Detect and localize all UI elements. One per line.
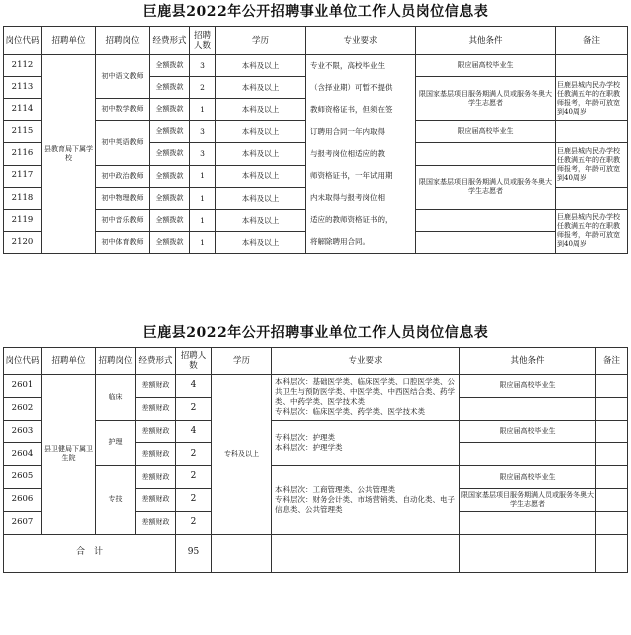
header-num: 招聘人数 xyxy=(176,348,212,375)
cell-num: 2 xyxy=(176,511,212,534)
cell-note: 巨鹿县城内民办学校任教满五年的在职教师报考，年龄可放宽到40周岁 xyxy=(556,77,628,121)
header-code: 岗位代码 xyxy=(4,348,42,375)
cell-degree: 本科及以上 xyxy=(216,143,306,165)
cell-num: 4 xyxy=(176,375,212,398)
cell-note: 巨鹿县城内民办学校任教满五年的在职教师报考，年龄可放宽到40周岁 xyxy=(556,209,628,253)
cell-degree: 本科及以上 xyxy=(216,209,306,231)
cell-fund: 差额财政 xyxy=(136,488,176,511)
cell-condition: 限应届高校毕业生 xyxy=(460,375,596,398)
cell-fund: 差额财政 xyxy=(136,511,176,534)
major-line: 专业不限，高校毕业生 xyxy=(310,61,385,70)
header-degree: 学历 xyxy=(212,348,272,375)
cell-fund: 差额财政 xyxy=(136,420,176,443)
cell-code: 2119 xyxy=(4,209,42,231)
cell-note xyxy=(556,121,628,143)
cell-code: 2117 xyxy=(4,165,42,187)
cell-major-clinical: 本科层次：基础医学类、临床医学类、口腔医学类、公共卫生与预防医学类、中医学类、中西医结合类、药学类、中药学类、医学技术类 专科层次：临床医学类、药学类、医学技术类 xyxy=(272,375,460,421)
table-row xyxy=(4,375,628,398)
cell-note xyxy=(596,488,628,511)
cell-fund: 全额拨款 xyxy=(150,99,190,121)
header-fund: 经费形式 xyxy=(150,27,190,55)
header-unit: 招聘单位 xyxy=(42,27,96,55)
cell-fund: 全额拨款 xyxy=(150,165,190,187)
cell-fund: 差额财政 xyxy=(136,466,176,489)
cell-num: 3 xyxy=(190,143,216,165)
cell-num: 2 xyxy=(176,397,212,420)
cell-post: 初中数学教师 xyxy=(96,99,150,121)
cell-num: 2 xyxy=(176,443,212,466)
cell-post: 初中音乐教师 xyxy=(96,209,150,231)
cell-fund: 全额拨款 xyxy=(150,143,190,165)
cell-condition xyxy=(460,511,596,534)
cell-unit: 县教育局下属学校 xyxy=(42,55,96,254)
cell-num: 4 xyxy=(176,420,212,443)
cell-code: 2113 xyxy=(4,77,42,99)
cell-empty xyxy=(460,534,596,572)
cell-degree: 本科及以上 xyxy=(216,99,306,121)
cell-note xyxy=(556,187,628,209)
major-line: 师资格证书，一年试用期 xyxy=(310,171,393,180)
header-condition: 其他条件 xyxy=(416,27,556,55)
cell-note xyxy=(596,420,628,443)
cell-fund: 全额拨款 xyxy=(150,121,190,143)
cell-code: 2607 xyxy=(4,511,42,534)
cell-post: 初中物理教师 xyxy=(96,187,150,209)
cell-num: 1 xyxy=(190,232,216,254)
cell-condition: 限国家基层项目服务期满人员或服务冬奥大学生志愿者 xyxy=(416,165,556,209)
major-line: 适应的教师资格证书的， xyxy=(310,215,393,224)
cell-code: 2606 xyxy=(4,488,42,511)
cell-num: 1 xyxy=(190,165,216,187)
cell-code: 2603 xyxy=(4,420,42,443)
cell-note xyxy=(596,511,628,534)
cell-code: 2115 xyxy=(4,121,42,143)
header-post: 招聘岗位 xyxy=(96,27,150,55)
cell-fund: 差额财政 xyxy=(136,375,176,398)
cell-fund: 全额拨款 xyxy=(150,232,190,254)
cell-empty xyxy=(212,534,272,572)
cell-fund: 全额拨款 xyxy=(150,77,190,99)
cell-fund: 差额财政 xyxy=(136,397,176,420)
cell-num: 1 xyxy=(190,209,216,231)
cell-code: 2118 xyxy=(4,187,42,209)
cell-post: 临床 xyxy=(96,375,136,421)
positions-table-health xyxy=(3,347,628,573)
cell-condition xyxy=(416,143,556,165)
cell-fund: 全额拨款 xyxy=(150,187,190,209)
major-line: 与报考岗位相适应的教 xyxy=(310,149,385,158)
cell-total-label: 合 计 xyxy=(4,534,176,572)
cell-post: 初中英语教师 xyxy=(96,121,150,165)
header-major: 专业要求 xyxy=(272,348,460,375)
cell-condition: 限应届高校毕业生 xyxy=(460,466,596,489)
cell-code: 2114 xyxy=(4,99,42,121)
header-unit: 招聘单位 xyxy=(42,348,96,375)
cell-condition: 限应届高校毕业生 xyxy=(416,121,556,143)
cell-post: 初中政治教师 xyxy=(96,165,150,187)
cell-post: 初中语文教师 xyxy=(96,55,150,99)
cell-degree: 本科及以上 xyxy=(216,165,306,187)
major-line: （含择业期）可暂不提供 xyxy=(310,83,393,92)
table1-title: 巨鹿县2022年公开招聘事业单位工作人员岗位信息表 xyxy=(142,4,489,20)
cell-code: 2112 xyxy=(4,55,42,77)
major-line: 将解除聘用合同。 xyxy=(310,237,370,246)
cell-empty xyxy=(596,534,628,572)
cell-code: 2604 xyxy=(4,443,42,466)
cell-num: 2 xyxy=(176,466,212,489)
cell-major-finance: 本科层次：工商管理类、公共管理类 专科层次：财务会计类、市场营销类、自动化类、电子信息类、公共管理类 xyxy=(272,466,460,534)
cell-note xyxy=(596,443,628,466)
cell-num: 1 xyxy=(190,99,216,121)
cell-note xyxy=(556,55,628,77)
header-note: 备注 xyxy=(596,348,628,375)
table-row xyxy=(4,55,628,77)
cell-condition: 限国家基层项目服务期满人员或服务冬奥大学生志愿者 xyxy=(460,488,596,511)
major-line: 教师资格证书，但须在签 xyxy=(310,105,393,114)
cell-code: 2116 xyxy=(4,143,42,165)
cell-num: 2 xyxy=(190,77,216,99)
cell-degree: 本科及以上 xyxy=(216,55,306,77)
cell-post: 初中体育教师 xyxy=(96,232,150,254)
table1-header-row xyxy=(4,27,628,55)
cell-fund: 全额拨款 xyxy=(150,209,190,231)
cell-code: 2602 xyxy=(4,397,42,420)
major-line: 订聘用合同一年内取得 xyxy=(310,127,385,136)
header-note: 备注 xyxy=(556,27,628,55)
cell-condition xyxy=(460,443,596,466)
cell-major-requirements xyxy=(306,55,416,254)
positions-table-education xyxy=(3,26,628,254)
cell-condition xyxy=(460,397,596,420)
cell-num: 1 xyxy=(190,187,216,209)
cell-note xyxy=(596,397,628,420)
cell-code: 2120 xyxy=(4,232,42,254)
table-row xyxy=(4,466,628,489)
cell-degree: 专科及以上 xyxy=(212,375,272,535)
cell-post: 护理 xyxy=(96,420,136,466)
cell-degree: 本科及以上 xyxy=(216,77,306,99)
cell-empty xyxy=(272,534,460,572)
cell-condition: 限国家基层项目服务期满人员或服务冬奥大学生志愿者 xyxy=(416,77,556,121)
table2-header-row xyxy=(4,348,628,375)
major-line: 内未取得与报考岗位相 xyxy=(310,193,385,202)
cell-code: 2601 xyxy=(4,375,42,398)
cell-condition: 限应届高校毕业生 xyxy=(460,420,596,443)
cell-num: 2 xyxy=(176,488,212,511)
cell-code: 2605 xyxy=(4,466,42,489)
header-major: 专业要求 xyxy=(306,27,416,55)
cell-fund: 差额财政 xyxy=(136,443,176,466)
header-post: 招聘岗位 xyxy=(96,348,136,375)
cell-degree: 本科及以上 xyxy=(216,187,306,209)
header-condition: 其他条件 xyxy=(460,348,596,375)
cell-unit: 县卫健局下属卫生院 xyxy=(42,375,96,535)
cell-note xyxy=(596,375,628,398)
header-code: 岗位代码 xyxy=(4,27,42,55)
table2-title: 巨鹿县2022年公开招聘事业单位工作人员岗位信息表 xyxy=(142,325,489,341)
cell-fund: 全额拨款 xyxy=(150,55,190,77)
table-row xyxy=(4,420,628,443)
table-row-total xyxy=(4,534,628,572)
cell-note xyxy=(596,466,628,489)
cell-post: 专技 xyxy=(96,466,136,534)
cell-total: 95 xyxy=(176,534,212,572)
cell-num: 3 xyxy=(190,121,216,143)
cell-condition xyxy=(416,209,556,231)
cell-degree: 本科及以上 xyxy=(216,121,306,143)
header-num: 招聘人数 xyxy=(190,27,216,55)
cell-note: 巨鹿县城内民办学校任教满五年的在职教师报考，年龄可放宽到40周岁 xyxy=(556,143,628,187)
cell-num: 3 xyxy=(190,55,216,77)
cell-condition: 限应届高校毕业生 xyxy=(416,55,556,77)
header-fund: 经费形式 xyxy=(136,348,176,375)
cell-condition xyxy=(416,232,556,254)
cell-major-nursing: 专科层次：护理类 本科层次：护理学类 xyxy=(272,420,460,466)
cell-degree: 本科及以上 xyxy=(216,232,306,254)
header-degree: 学历 xyxy=(216,27,306,55)
